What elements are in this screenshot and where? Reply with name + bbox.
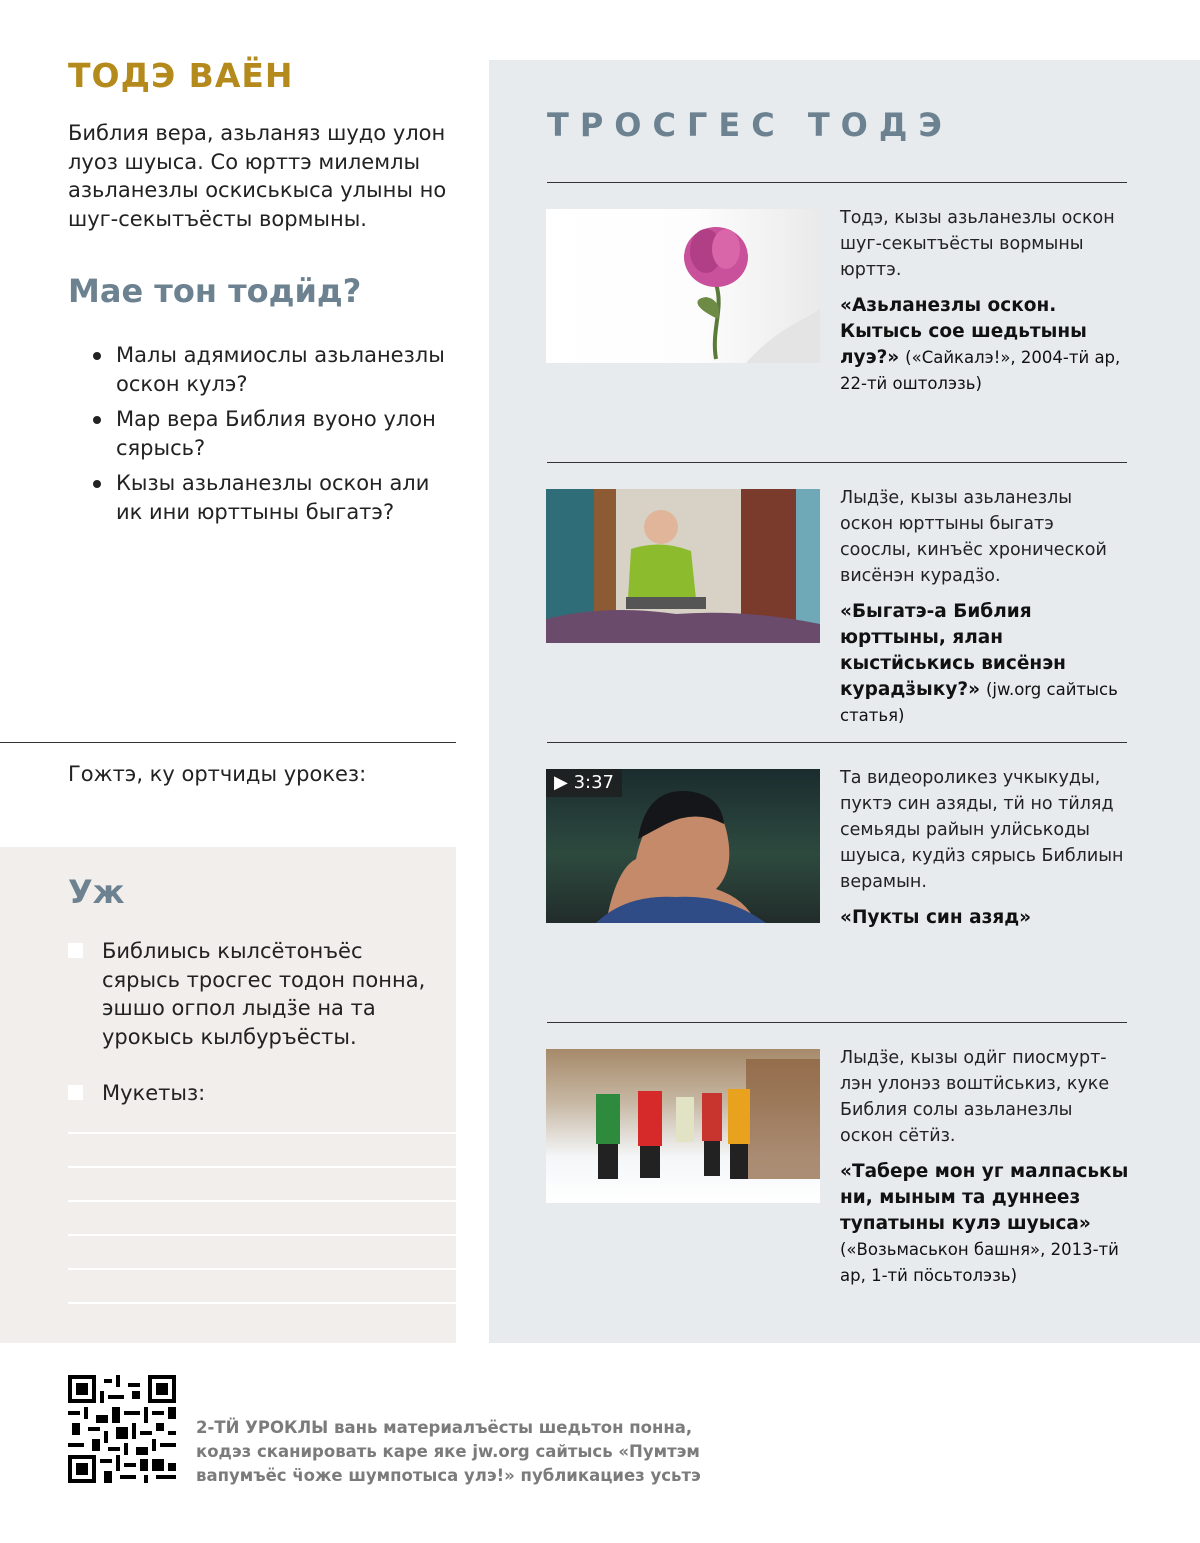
bullet-icon: [93, 480, 101, 488]
bullet-icon: [93, 352, 101, 360]
question-item: Мар вера Библия вуоно улон сярысь?: [90, 405, 450, 462]
note-line[interactable]: [68, 1200, 456, 1202]
reference-link[interactable]: «Азьланезлы оскон. Кытысь сое шедьтыны луэ?» («Сайкалэ!», 2004-тӥ ар, 22-тӥ оштолэзь): [840, 295, 1121, 393]
entry-divider: [547, 1022, 1127, 1023]
bullet-icon: [93, 416, 101, 424]
task-item-other[interactable]: Мукетыз:: [68, 1079, 438, 1108]
task-item-review[interactable]: Библиысь кылсётонъёс сярысь тросгес тодон понна, эшшо огпол лыдӟе на та урокысь кылбуръёсты.: [68, 937, 438, 1051]
flower-image[interactable]: [546, 209, 820, 363]
next-lesson-label[interactable]: Гожтэ, ку ортчиды урокез:: [68, 762, 367, 786]
man-at-window-image[interactable]: [546, 489, 820, 643]
note-line[interactable]: [68, 1302, 456, 1304]
entry-divider: [547, 462, 1127, 463]
video-duration: ▶ 3:37: [546, 769, 622, 797]
reference-link[interactable]: «Быгатэ-а Библия юрттыны, ялан кыстӥськись висёнэн курадӟыку?» (jw.org сайтысь статья): [840, 601, 1118, 725]
explore-title: ТРОСГЕС ТОДЭ: [547, 106, 953, 144]
entry-divider: [547, 182, 1127, 183]
intro-text: Библия вера, азьланяз шудо улон луоз шуыса. Со юрттэ милемлы азьланезлы оскиськыса улыны но шуг-секытъёсты вормыны.: [68, 121, 447, 231]
note-line[interactable]: [68, 1132, 456, 1134]
questions-title: Мае тон тодӥд?: [68, 272, 362, 310]
reference-link[interactable]: «Табере мон уг малпаськы ни, мыным та дуннеез тупатыны кулэ шуыса» («Возьмаськон башня», 2013-тӥ ар, 1-тӥ пöсьтолэзь): [840, 1161, 1129, 1285]
note-line[interactable]: [68, 1268, 456, 1270]
reference-link[interactable]: «Пукты син азяд»: [840, 907, 1032, 928]
man-at-window-icon: [546, 489, 820, 643]
checkbox-icon[interactable]: [68, 1085, 83, 1100]
flower-icon: [546, 209, 820, 363]
entry-1: Тодэ, кызы азьланезлы оскон шуг-секытъёсты вормыны юрттэ. «Азьланезлы оскон. Кытысь сое шедьтыны луэ?» («Сайкалэ!», 2004-тӥ ар, 22-тӥ оштолэзь): [840, 205, 1130, 397]
question-item: Кызы азьланезлы оскон али ик ини юрттыны быгатэ?: [90, 469, 450, 526]
family-in-snow-icon: [546, 1049, 820, 1203]
page-title: ТОДЭ ВАЁН: [68, 56, 294, 95]
footer-text: 2-ТӤ УРОКЛЫ вань материалъёсты шедьтон понна, кодэз сканировать каре яке jw.org сайтысь «Пумтэм вапумъёс ӵоже шумпотыса улэ!» публикациез усьтэ: [196, 1418, 701, 1485]
entry-4: Лыдӟе, кызы одӥг пиосмурт-лэн улонэз воштӥськиз, куке Библия солы азьланезлы оскон сётӥз. «Табере мон уг малпаськы ни, мыным та дуннеез тупатыны кулэ шуыса» («Возьмаськон башня», 2013-тӥ ар, 1-тӥ пöсьтолэзь): [840, 1045, 1130, 1289]
qr-code-pattern: [68, 1375, 176, 1483]
family-in-snow-image[interactable]: [546, 1049, 820, 1203]
section-divider: [0, 742, 456, 743]
entry-3: Та видеороликез учкыкуды, пуктэ син азяды, тӥ но тӥляд семьяды райын улӥськоды шуыса, кудӥз сярысь Библиын верамын. «Пукты син азяд»: [840, 765, 1130, 931]
note-line[interactable]: [68, 1166, 456, 1168]
questions-list: [90, 341, 450, 533]
video-thumbnail[interactable]: [546, 769, 820, 923]
checkbox-icon[interactable]: [68, 943, 83, 958]
question-item: Малы адямиослы азьланезлы оскон кулэ?: [90, 341, 450, 398]
entry-divider: [547, 742, 1127, 743]
qr-code-icon[interactable]: [68, 1375, 176, 1483]
entry-2: Лыдӟе, кызы азьланезлы оскон юрттыны быгатэ соослы, кинъёс хронической висёнэн курадӟо. «Быгатэ-а Библия юрттыны, ялан кыстӥськись висёнэн курадӟыку?» (jw.org сайтысь статья): [840, 485, 1130, 729]
note-line[interactable]: [68, 1234, 456, 1236]
task-title: Уж: [68, 873, 125, 911]
